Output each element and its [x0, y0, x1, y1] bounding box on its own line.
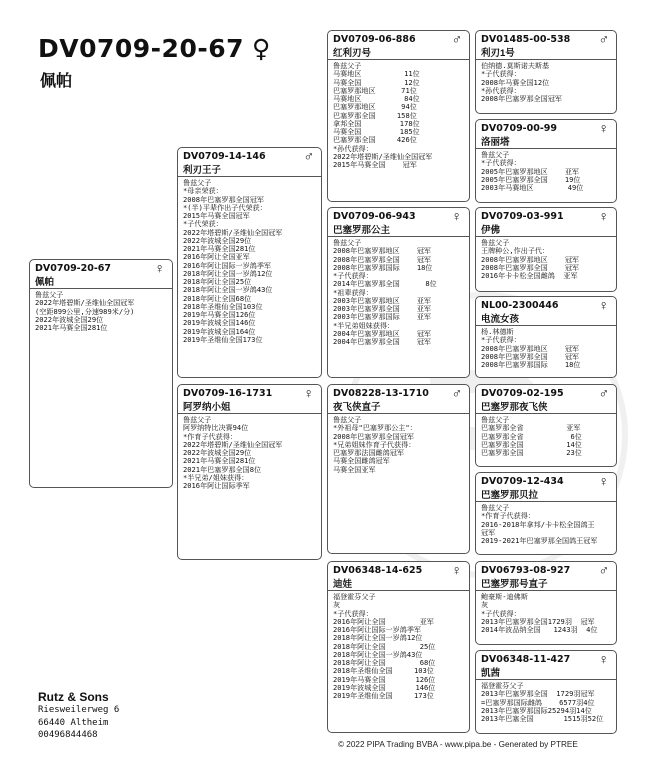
- pigeon-name: 佩帕: [40, 73, 73, 90]
- male-icon: ♂: [303, 148, 314, 164]
- pedigree-card-mf-mother[interactable]: [475, 472, 617, 555]
- female-icon: ♀: [451, 208, 462, 224]
- ring-number: DV08228-13-1710: [333, 388, 429, 399]
- ring-number: DV0709-03-991: [481, 211, 564, 222]
- pigeon-name: 佩帕: [35, 277, 55, 288]
- ring-number: DV0709-00-99: [481, 123, 558, 134]
- header-ring: DV0709-20-67: [38, 34, 245, 63]
- pedigree-card-mm-mother[interactable]: [475, 650, 617, 734]
- card-details: 鲁兹父子 *外祖母"巴塞罗那公主"： 2008年巴塞罗那全国冠军 *兄弟姐妹作育子代获得： 巴塞罗那法国雌鸽冠军 马赛全国雌鸽冠军 马赛全国亚军: [333, 415, 417, 474]
- pedigree-card-mother[interactable]: [177, 384, 322, 560]
- ring-number: DV0709-16-1731: [183, 388, 273, 399]
- card-details: 鲁兹父子 *作育子代获得： 2016-2018年拿邦/卡卡松全国鸽王 冠军 2019-2021年巴塞罗那全国鸽王冠军: [481, 503, 598, 545]
- divider: [328, 590, 469, 591]
- pedigree-card-subject[interactable]: [29, 259, 173, 488]
- pedigree-card-mf-father[interactable]: [475, 384, 617, 467]
- ring-number: DV01485-00-538: [481, 34, 571, 45]
- pigeon-name: 利刃1号: [481, 48, 515, 59]
- divider: [328, 59, 469, 60]
- pigeon-name: 巴塞罗那夜飞侠: [481, 402, 548, 413]
- ring-number: DV06348-14-625: [333, 565, 423, 576]
- male-icon: ♂: [598, 31, 609, 47]
- pedigree-card-ff-mother[interactable]: [475, 119, 617, 203]
- address-city: 66440 Altheim: [38, 717, 109, 728]
- female-icon: ♀: [598, 473, 609, 489]
- copyright-notice: © 2022 PIPA Trading BVBA - www.pipa.be - Generated by PTREE: [338, 740, 578, 749]
- pigeon-name: 巴塞罗那号直子: [481, 579, 548, 590]
- card-details: 伯纳德.莫斯诺夫斯基 *子代获得： 2008年马赛全国12位 *孙代获得： 2008年巴塞罗那全国冠军: [481, 61, 562, 103]
- ring-number: DV0709-02-195: [481, 388, 564, 399]
- male-icon: ♂: [451, 31, 462, 47]
- divider: [476, 236, 616, 237]
- pigeon-name: 夜飞侠直子: [333, 402, 381, 413]
- divider: [476, 590, 616, 591]
- card-details: 鲁兹父子 阿罗纳特比决赛94位 *作育子代获得： 2022年塔碧斯/圣维仙全国冠军 2022年波城全国29位 2021年马赛全国281位 2021年巴塞罗那全国8位 *半兄弟/姐妹获得： 2016年阿让国际季军: [183, 415, 283, 490]
- pedigree-card-mm-father[interactable]: [475, 561, 617, 645]
- ring-number: DV0709-20-67: [35, 263, 112, 274]
- divider: [178, 176, 321, 177]
- divider: [476, 59, 616, 60]
- divider: [476, 148, 616, 149]
- pigeon-name: 利刃王子: [183, 165, 222, 176]
- card-details: 鲍豪斯-迪佛斯 灰 *子代获得： 2013年巴塞罗那全国1729羽 冠军 2014年波品纳全国 1243羽 4位: [481, 592, 598, 634]
- pigeon-name: 迪娃: [333, 579, 353, 590]
- pedigree-card-father-mother[interactable]: [327, 207, 470, 378]
- male-icon: ♂: [598, 385, 609, 401]
- female-icon: ♀: [303, 385, 314, 401]
- female-icon: ♀: [252, 34, 271, 63]
- card-details: 鲁兹父子 2008年巴塞罗那地区 冠军 2008年巴塞罗那全国 冠军 2008年巴塞罗那国际 18位 *子代获得： 2014年巴塞罗那全国 8位 *祖辈获得： 2003年巴塞罗那地区 亚军 2003年巴塞罗那全国 亚军 2003年巴塞罗那国际 亚军 *半兄弟姐妹获得： 2004年巴塞罗那地区 冠军 2004年巴塞罗那全国 冠军: [333, 238, 437, 346]
- divider: [476, 501, 616, 502]
- company-name: Rutz & Sons: [38, 690, 109, 704]
- ring-number: NL00-2300446: [481, 300, 559, 311]
- divider: [476, 679, 616, 680]
- divider: [178, 413, 321, 414]
- phone-number: 00496844468: [38, 730, 98, 740]
- breeder-address: [38, 690, 119, 742]
- pedigree-card-fm-father[interactable]: [475, 207, 617, 292]
- card-details: 福登霍芬父子 2013年巴塞罗那全国 1729羽冠军 =巴塞罗那国际雌鸽 6577羽4位 2013年巴塞罗那国际25294羽14位 2013年巴塞全国 1515羽52位: [481, 681, 604, 723]
- pigeon-name: 红利刃号: [333, 48, 372, 59]
- ring-number: DV0709-14-146: [183, 151, 266, 162]
- pedigree-card-ff-father[interactable]: [475, 30, 617, 114]
- pigeon-name: 电流女孩: [481, 314, 520, 325]
- card-details: 鲁兹父子 *母亲荣获： 2008年巴塞罗那全国冠军 *(半)平辈作出子代荣获： 2015年马赛全国冠军 *子代荣获： 2022年塔碧斯/圣维仙全国冠军 2022年波城全国29位 2021年马赛全国281位 2016年阿让全国亚军 2016年阿让国际一岁鸽季军 2018年阿让全国一岁鸽12位 2018年阿让全国25位 2018年阿让全国一岁鸽43位 2018年阿让全国68位 2018年圣维仙全国103位 2019年马赛全国126位 2019年波城全国146位 2019年波城全国164位 2019年圣维仙全国173位: [183, 178, 283, 344]
- card-details: 杨.林德斯 *子代获得： 2008年巴塞罗那地区 冠军 2008年巴塞罗那全国 冠军 2008年巴塞罗那国际 18位: [481, 327, 581, 369]
- pigeon-name: 伊佛: [481, 225, 501, 236]
- pigeon-name: 凯茜: [481, 668, 501, 679]
- divider: [476, 325, 616, 326]
- card-details: 鲁兹父子 *子代获得： 2005年巴塞罗那地区 亚军 2005年巴塞罗那全国 19位 2003年马赛地区 49位: [481, 150, 584, 192]
- card-details: 鲁兹父子 王牌种公,作出子代： 2008年巴塞罗那地区 冠军 2008年巴塞罗那全国 冠军 2016年卡卡松全国雌鸽 亚军: [481, 238, 580, 280]
- divider: [328, 413, 469, 414]
- address-street: Riesweilerweg 6: [38, 705, 120, 715]
- pigeon-name: 巴塞罗那公主: [333, 225, 391, 236]
- pedigree-card-mother-mother[interactable]: [327, 561, 470, 733]
- pigeon-name: 巴塞罗那贝拉: [481, 490, 539, 501]
- ring-number: DV06793-08-927: [481, 565, 571, 576]
- pigeon-name: 洛丽塔: [481, 137, 510, 148]
- female-icon: ♀: [154, 260, 165, 276]
- divider: [328, 236, 469, 237]
- ring-number: DV0709-06-943: [333, 211, 416, 222]
- female-icon: ♀: [598, 120, 609, 136]
- ring-number: DV06348-11-427: [481, 654, 571, 665]
- pigeon-name: 阿罗纳小姐: [183, 402, 231, 413]
- card-details: 鲁兹父子 2022年塔碧斯/圣维仙全国冠军 (空距899公里,分速989米/分) 2022年波城全国29位 2021年马赛全国281位: [35, 290, 135, 332]
- female-icon: ♀: [598, 297, 609, 313]
- pedigree-card-father[interactable]: [177, 147, 322, 378]
- card-details: 鲁兹父子 马赛地区 11位 马赛全国 12位 巴塞罗那地区 71位 马赛地区 84位 巴塞罗那地区 94位 巴塞罗那全国 158位 拿邦全国 178位 马赛全国 185位 巴塞罗那全国 426位 *孙代获得： 2022年塔碧斯/圣维仙全国冠军 2015年马赛全国 冠军: [333, 61, 433, 169]
- divider: [476, 413, 616, 414]
- pedigree-card-father-father[interactable]: [327, 30, 470, 202]
- divider: [30, 288, 172, 289]
- female-icon: ♀: [598, 208, 609, 224]
- card-details: 福登霍芬父子 灰 *子代获得： 2016年阿让全国 亚军 2016年阿让国际一岁鸽季军 2018年阿让全国一岁鸽12位 2018年阿让全国 25位 2018年阿让全国一岁鸽43位 2018年阿让全国 68位 2018年圣维仙全国 103位 2019年马赛全国 126位 2019年波城全国 146位 2019年圣维仙全国 173位: [333, 592, 436, 700]
- page-title: [38, 34, 271, 63]
- male-icon: ♂: [598, 562, 609, 578]
- male-icon: ♂: [451, 385, 462, 401]
- female-icon: ♀: [598, 651, 609, 667]
- pedigree-card-mother-father[interactable]: [327, 384, 470, 554]
- female-icon: ♀: [451, 562, 462, 578]
- pedigree-card-fm-mother[interactable]: [475, 296, 617, 378]
- ring-number: DV0709-06-886: [333, 34, 416, 45]
- card-details: 鲁兹父子 巴塞罗那全省 亚军 巴塞罗那全省 6位 巴塞罗那全国 14位 巴塞罗那全国 23位: [481, 415, 582, 457]
- ring-number: DV0709-12-434: [481, 476, 564, 487]
